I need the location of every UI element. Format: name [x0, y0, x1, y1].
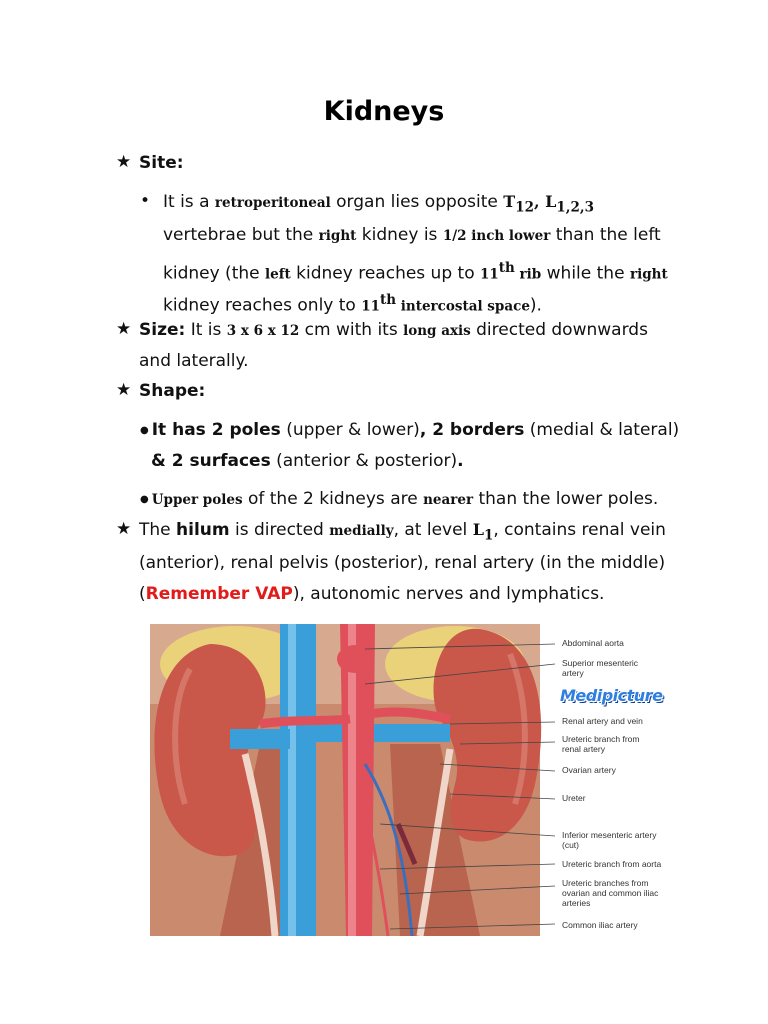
site-line-1: It is a retroperitoneal organ lies opposite $T_{12}$, $L_{1,2,3}$ [163, 192, 594, 216]
label-ureteric-branch-aorta: Ureteric branch from aorta [562, 859, 662, 869]
kidney-anatomy-illustration [150, 624, 680, 936]
label-ureteric-branches-iliac: Ureteric branches from ovarian and common iliac arteries [562, 878, 659, 908]
hilum-line-2: (anterior), renal pelvis (posterior), renal artery (in the middle) [139, 553, 666, 573]
shape-line-1: ● It has 2 poles (upper & lower), 2 borders (medial & lateral) [140, 420, 680, 440]
star-bullet-icon: ★ [116, 319, 132, 339]
star-bullet-icon: ★ [116, 380, 132, 400]
site-line-3: kidney (the left kidney reaches up to 11th rib while the right [163, 260, 668, 284]
label-ovarian-artery: Ovarian artery [562, 765, 616, 775]
shape-line-2: & 2 surfaces (anterior & posterior). [151, 451, 464, 471]
shape-line-3: ● Upper poles of the 2 kidneys are nearer than the lower poles. [140, 489, 659, 509]
label-abdominal-aorta: Abdominal aorta [562, 638, 624, 648]
site-line-2: vertebrae but the right kidney is 1/2 inch lower than the left [163, 225, 661, 245]
star-bullet-icon: ★ [116, 519, 132, 539]
size-line-1: Size: It is 3 x 6 x 12 cm with its long axis directed downwards [139, 320, 648, 340]
site-heading: Site: [139, 153, 184, 173]
hilum-line-3: (Remember VAP), autonomic nerves and lymphatics. [139, 584, 605, 604]
label-ureter: Ureter [562, 793, 586, 803]
label-renal-artery-vein: Renal artery and vein [562, 716, 643, 726]
shape-heading: Shape: [139, 381, 206, 401]
label-inferior-mesenteric-artery: Inferior mesenteric artery (cut) [562, 830, 657, 850]
medipicture-watermark: Medipicture [560, 686, 663, 705]
hilum-line-1: The hilum is directed medially, at level $L_1$, contains renal vein [139, 520, 666, 544]
label-common-iliac-artery: Common iliac artery [562, 920, 638, 930]
site-line-4: kidney reaches only to 11th intercostal space). [163, 292, 542, 316]
label-superior-mesenteric-artery: Superior mesenteric artery [562, 658, 639, 678]
size-line-2: and laterally. [139, 351, 249, 371]
page-title: Kidneys [323, 96, 445, 127]
label-ureteric-branch-renal: Ureteric branch from renal artery [562, 734, 640, 754]
bullet-icon: ● [140, 425, 149, 436]
star-bullet-icon: ★ [116, 152, 132, 172]
bullet-icon: • [140, 191, 151, 211]
bullet-icon: ● [140, 494, 149, 505]
